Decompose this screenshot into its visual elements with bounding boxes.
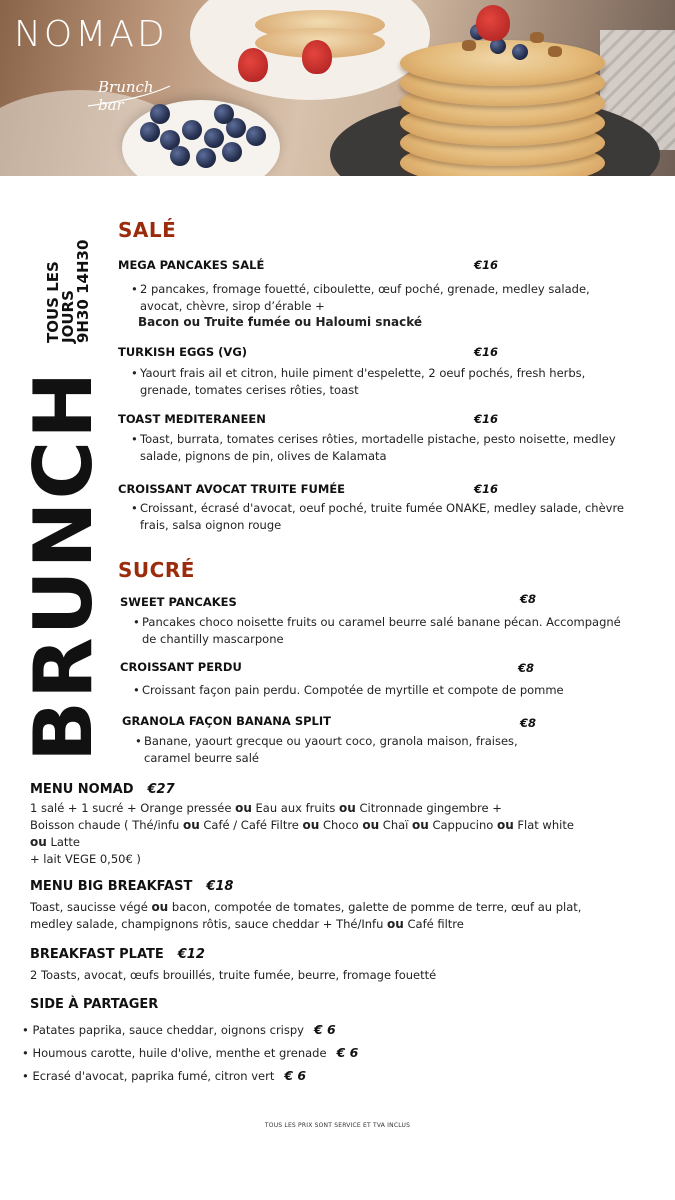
item-description (135, 733, 564, 766)
bullet-icon: • (135, 734, 142, 748)
menu-text: Café filtre (403, 917, 464, 931)
menu-breakfast-plate-title (30, 947, 205, 962)
menu-text: Eau aux fruits (251, 801, 340, 815)
side-item (22, 1022, 336, 1037)
menu-text: Café / Café Filtre (199, 818, 303, 832)
bullet-icon: • (133, 683, 140, 697)
section-title-sucre: SUCRÉ (118, 558, 195, 582)
item-extra (138, 314, 422, 331)
menu-price: €18 (206, 879, 234, 894)
menu-text: Choco (319, 818, 363, 832)
bullet-icon: • (131, 432, 138, 446)
menu-or: ou (302, 818, 320, 832)
menu-text: Chaï (379, 818, 413, 832)
item-price: €16 (474, 482, 499, 496)
blueberry-icon (170, 146, 190, 166)
item-description-text: Yaourt frais ail et citron, huile piment d'espelette, 2 oeuf pochés, fresh herbs, grenade, tomates cerises rôties, toast (140, 366, 586, 397)
item-name: TOAST MEDITERANEEN (118, 412, 266, 426)
menu-name: MENU BIG BREAKFAST (30, 879, 193, 894)
item-price: €16 (474, 345, 499, 359)
walnut-icon (462, 40, 476, 51)
menu-name: BREAKFAST PLATE (30, 947, 164, 962)
item-description-text: Croissant, écrasé d'avocat, oeuf poché, truite fumée ONAKE, medley salade, chèvre frais, salsa oignon rouge (140, 501, 625, 532)
menu-price: €27 (147, 782, 175, 797)
item-description-text: Pancakes choco noisette fruits ou caramel beurre salé banane pécan. Accompagné de chantilly mascarpone (142, 615, 621, 646)
blueberry-icon (246, 126, 266, 146)
strawberry-icon (476, 5, 510, 41)
side-item-text: Ecrasé d'avocat, paprika fumé, citron vert (32, 1069, 275, 1083)
side-item-text: Patates paprika, sauce cheddar, oignons crispy (32, 1023, 304, 1037)
bullet-icon: • (131, 282, 138, 296)
item-name: SWEET PANCAKES (120, 595, 237, 609)
side-item (22, 1068, 306, 1083)
item-name: MEGA PANCAKES SALÉ (118, 258, 265, 272)
item-description (133, 682, 632, 699)
menu-nomad-description (30, 800, 640, 868)
bullet-icon: • (22, 1023, 33, 1037)
menu-text: bacon, compotée de tomates, galette de pomme de terre, œuf au plat, (168, 900, 582, 914)
bullet-icon: • (22, 1046, 33, 1060)
walnut-icon (530, 32, 544, 43)
side-item (22, 1045, 358, 1060)
blueberry-icon (214, 104, 234, 124)
item-description (131, 365, 630, 398)
item-name: TURKISH EGGS (VG) (118, 345, 248, 359)
item-description (133, 614, 632, 647)
item-description (131, 281, 630, 314)
bullet-icon: • (131, 501, 138, 515)
menu-or: ou (30, 835, 47, 849)
side-item-text: Houmous carotte, huile d'olive, menthe et grenade (32, 1046, 327, 1060)
blueberry-icon (204, 128, 224, 148)
item-description-text: Croissant façon pain perdu. Compotée de myrtille et compote de pomme (142, 683, 564, 697)
opening-hours (46, 218, 91, 343)
menu-or: ou (362, 818, 380, 832)
bullet-icon: • (133, 615, 140, 629)
menu-or: ou (182, 818, 200, 832)
menu-text: Boisson chaude ( Thé/infu (30, 818, 183, 832)
item-description (131, 431, 640, 464)
section-title-sale: SALÉ (118, 218, 177, 242)
strawberry-icon (302, 40, 332, 74)
menu-text: + lait VEGE 0,50€ ) (30, 852, 141, 866)
menu-text: Toast, saucisse végé (30, 900, 152, 914)
menu-text: Latte (46, 835, 80, 849)
header-photo (0, 0, 675, 176)
item-description-text: Banane, yaourt grecque ou yaourt coco, granola maison, fraises, caramel beurre salé (144, 734, 518, 765)
menu-text: Citronnade gingembre + (355, 801, 502, 815)
menu-or: ou (339, 801, 356, 815)
hours-time: 9H30 14H30 (74, 239, 92, 343)
menu-nomad-title (30, 782, 175, 797)
menu-text: 1 salé + 1 sucré + Orange pressée (30, 801, 236, 815)
brand-logo (14, 14, 184, 114)
logo-tagline: Brunch bar (98, 78, 154, 114)
item-price: €8 (518, 661, 535, 675)
blueberry-icon (140, 122, 160, 142)
menu-big-breakfast-description (30, 899, 640, 933)
menu-price: €12 (177, 947, 205, 962)
menu-breakfast-plate-description: 2 Toasts, avocat, œufs brouillés, truite fumée, beurre, fromage fouetté (30, 968, 437, 982)
hours-days: TOUS LES JOURS (44, 261, 77, 343)
menu-or: ou (496, 818, 514, 832)
blueberry-icon (196, 148, 216, 168)
side-item-price: € 6 (284, 1068, 307, 1083)
blueberry-icon (222, 142, 242, 162)
blueberry-icon (182, 120, 202, 140)
blueberry-icon (512, 44, 528, 60)
logo-wordmark: NOMAD (14, 14, 168, 55)
bullet-icon: • (131, 366, 138, 380)
walnut-icon (548, 46, 562, 57)
menu-text: medley salade, champignons rôtis, sauce cheddar + Thé/Infu (30, 917, 388, 931)
menu-big-breakfast-title (30, 879, 233, 894)
item-price: €16 (474, 412, 499, 426)
bullet-icon: • (22, 1069, 33, 1083)
item-description (131, 500, 645, 533)
item-description-text: Toast, burrata, tomates cerises rôties, mortadelle pistache, pesto noisette, medley salade, pignons de pin, olives de Kalamata (140, 432, 616, 463)
footer-note: TOUS LES PRIX SONT SERVICE ET TVA INCLUS (264, 1122, 411, 1129)
item-name: CROISSANT PERDU (120, 660, 242, 674)
item-price: €16 (474, 258, 499, 272)
menu-or: ou (412, 818, 429, 832)
menu-or: ou (235, 801, 252, 815)
item-name: CROISSANT AVOCAT TRUITE FUMÉE (118, 482, 346, 496)
item-name: GRANOLA FAÇON BANANA SPLIT (122, 714, 331, 728)
side-item-price: € 6 (313, 1022, 336, 1037)
item-description-text: 2 pancakes, fromage fouetté, ciboulette, œuf poché, grenade, medley salade, avocat, chèvre, sirop d’érable + (140, 282, 590, 313)
menu-or: ou (387, 917, 404, 931)
menu-text: Flat white (513, 818, 574, 832)
menu-name: MENU NOMAD (30, 782, 134, 797)
item-price: €8 (520, 592, 537, 606)
item-extra-text: Bacon ou Truite fumée ou Haloumi snacké (138, 315, 422, 329)
menu-or: ou (151, 900, 169, 914)
side-item-price: € 6 (336, 1045, 359, 1060)
brunch-vertical-title: BRUNCH (17, 369, 110, 762)
strawberry-icon (238, 48, 268, 82)
side-title: SIDE À PARTAGER (30, 997, 159, 1012)
item-price: €8 (520, 716, 537, 730)
menu-text: Cappucino (428, 818, 497, 832)
